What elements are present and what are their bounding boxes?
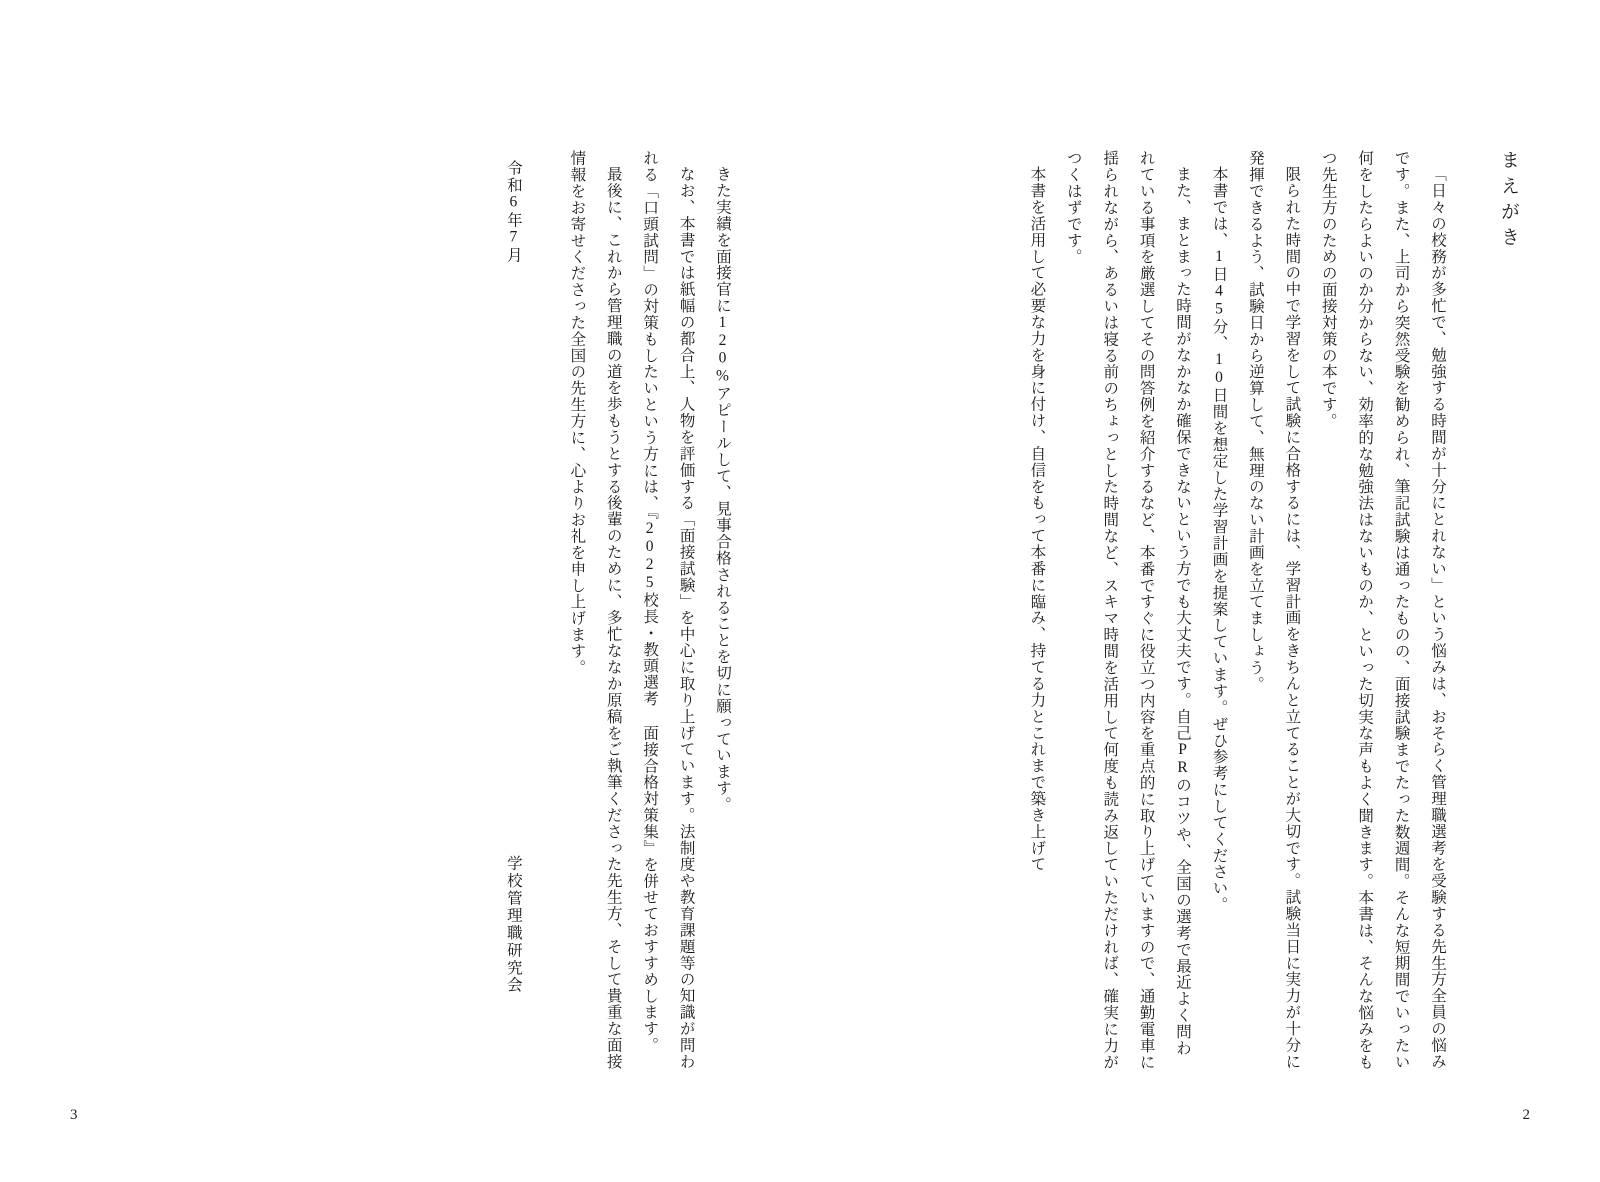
page-left-body — [558, 150, 740, 1072]
page-right-body — [1018, 150, 1455, 1072]
paragraph-block — [558, 150, 740, 1072]
signature-name: 学校管理職研究会 — [504, 855, 522, 994]
page-title: まえがき — [1498, 150, 1519, 253]
page-number-left: 3 — [70, 1107, 78, 1123]
signature-date: 令和6年7月 — [504, 160, 522, 264]
page-left-content — [60, 150, 740, 1072]
paragraph: 本書では、1日45分、10日間を想定した学習計画を提案しています。ぜひ参考にしてください。 — [1210, 165, 1228, 913]
paragraph: なお、本書では紙幅の都合上、人物を評価する「面接試験」を中心に取り上げています。法制度や教育課題等の知識が問われる「口頭試問」の対策もしたいという方には、『2025校長・教頭選考 面接合格対策集』を併せておすすめします。 — [641, 150, 695, 1070]
paragraph: 最後に、これから管理職の道を歩もうとする後輩のために、多忙ななか原稿をご執筆くださった先生方、そして貴重な面接情報をお寄せくださった全国の先生方に、心よりお礼を申し上げます。 — [568, 150, 622, 1070]
paragraph: 限られた時間の中で学習をして試験に合格するには、学習計画をきちんと立てることが大切です。試験当日に実力が十分に発揮できるよう、試験日から逆算して、無理のない計画を立てましょう。 — [1246, 150, 1301, 1070]
page-right-content — [860, 150, 1540, 1072]
page-number-right: 2 — [1522, 1107, 1530, 1123]
paragraph-block — [1018, 150, 1455, 1072]
paragraph: きた実績を面接官に120%アピールして、見事合格されることを切に願っています。 — [714, 165, 731, 813]
paragraph: 本書を活用して必要な力を身に付け、自信をもって本番に臨み、持てる力とこれまで築き上げて — [1028, 165, 1046, 872]
paragraph: また、まとまった時間がなかなか確保できないという方でも大丈夫です。自己PRのコツや、全国の選考で最近よく問われている事項を厳選してその問答例を紹介するなど、本番ですぐに役立つ内容を重点的に取り上げていますので、通勤電車に揺られながら、あるいは寝る前のちょっとした時間など、スキマ時間を活用して何度も読み返していただければ、確実に力がつくはずです。 — [1064, 150, 1192, 1071]
paragraph: 「日々の校務が多忙で、勉強する時間が十分にとれない」という悩みは、おそらく管理職選考を受験する先生方全員の悩みです。また、上司から突然受験を勧められ、筆記試験は通ったものの、面接試験までたった数週間。そんな短期間でいったい何をしたらよいのか分からない、効率的な勉強法はないものか、といった切実な声もよく聞きます。本書は、そんな悩みをもつ先生方のための面接対策の本です。 — [1319, 150, 1446, 1071]
page-right — [800, 0, 1600, 1182]
